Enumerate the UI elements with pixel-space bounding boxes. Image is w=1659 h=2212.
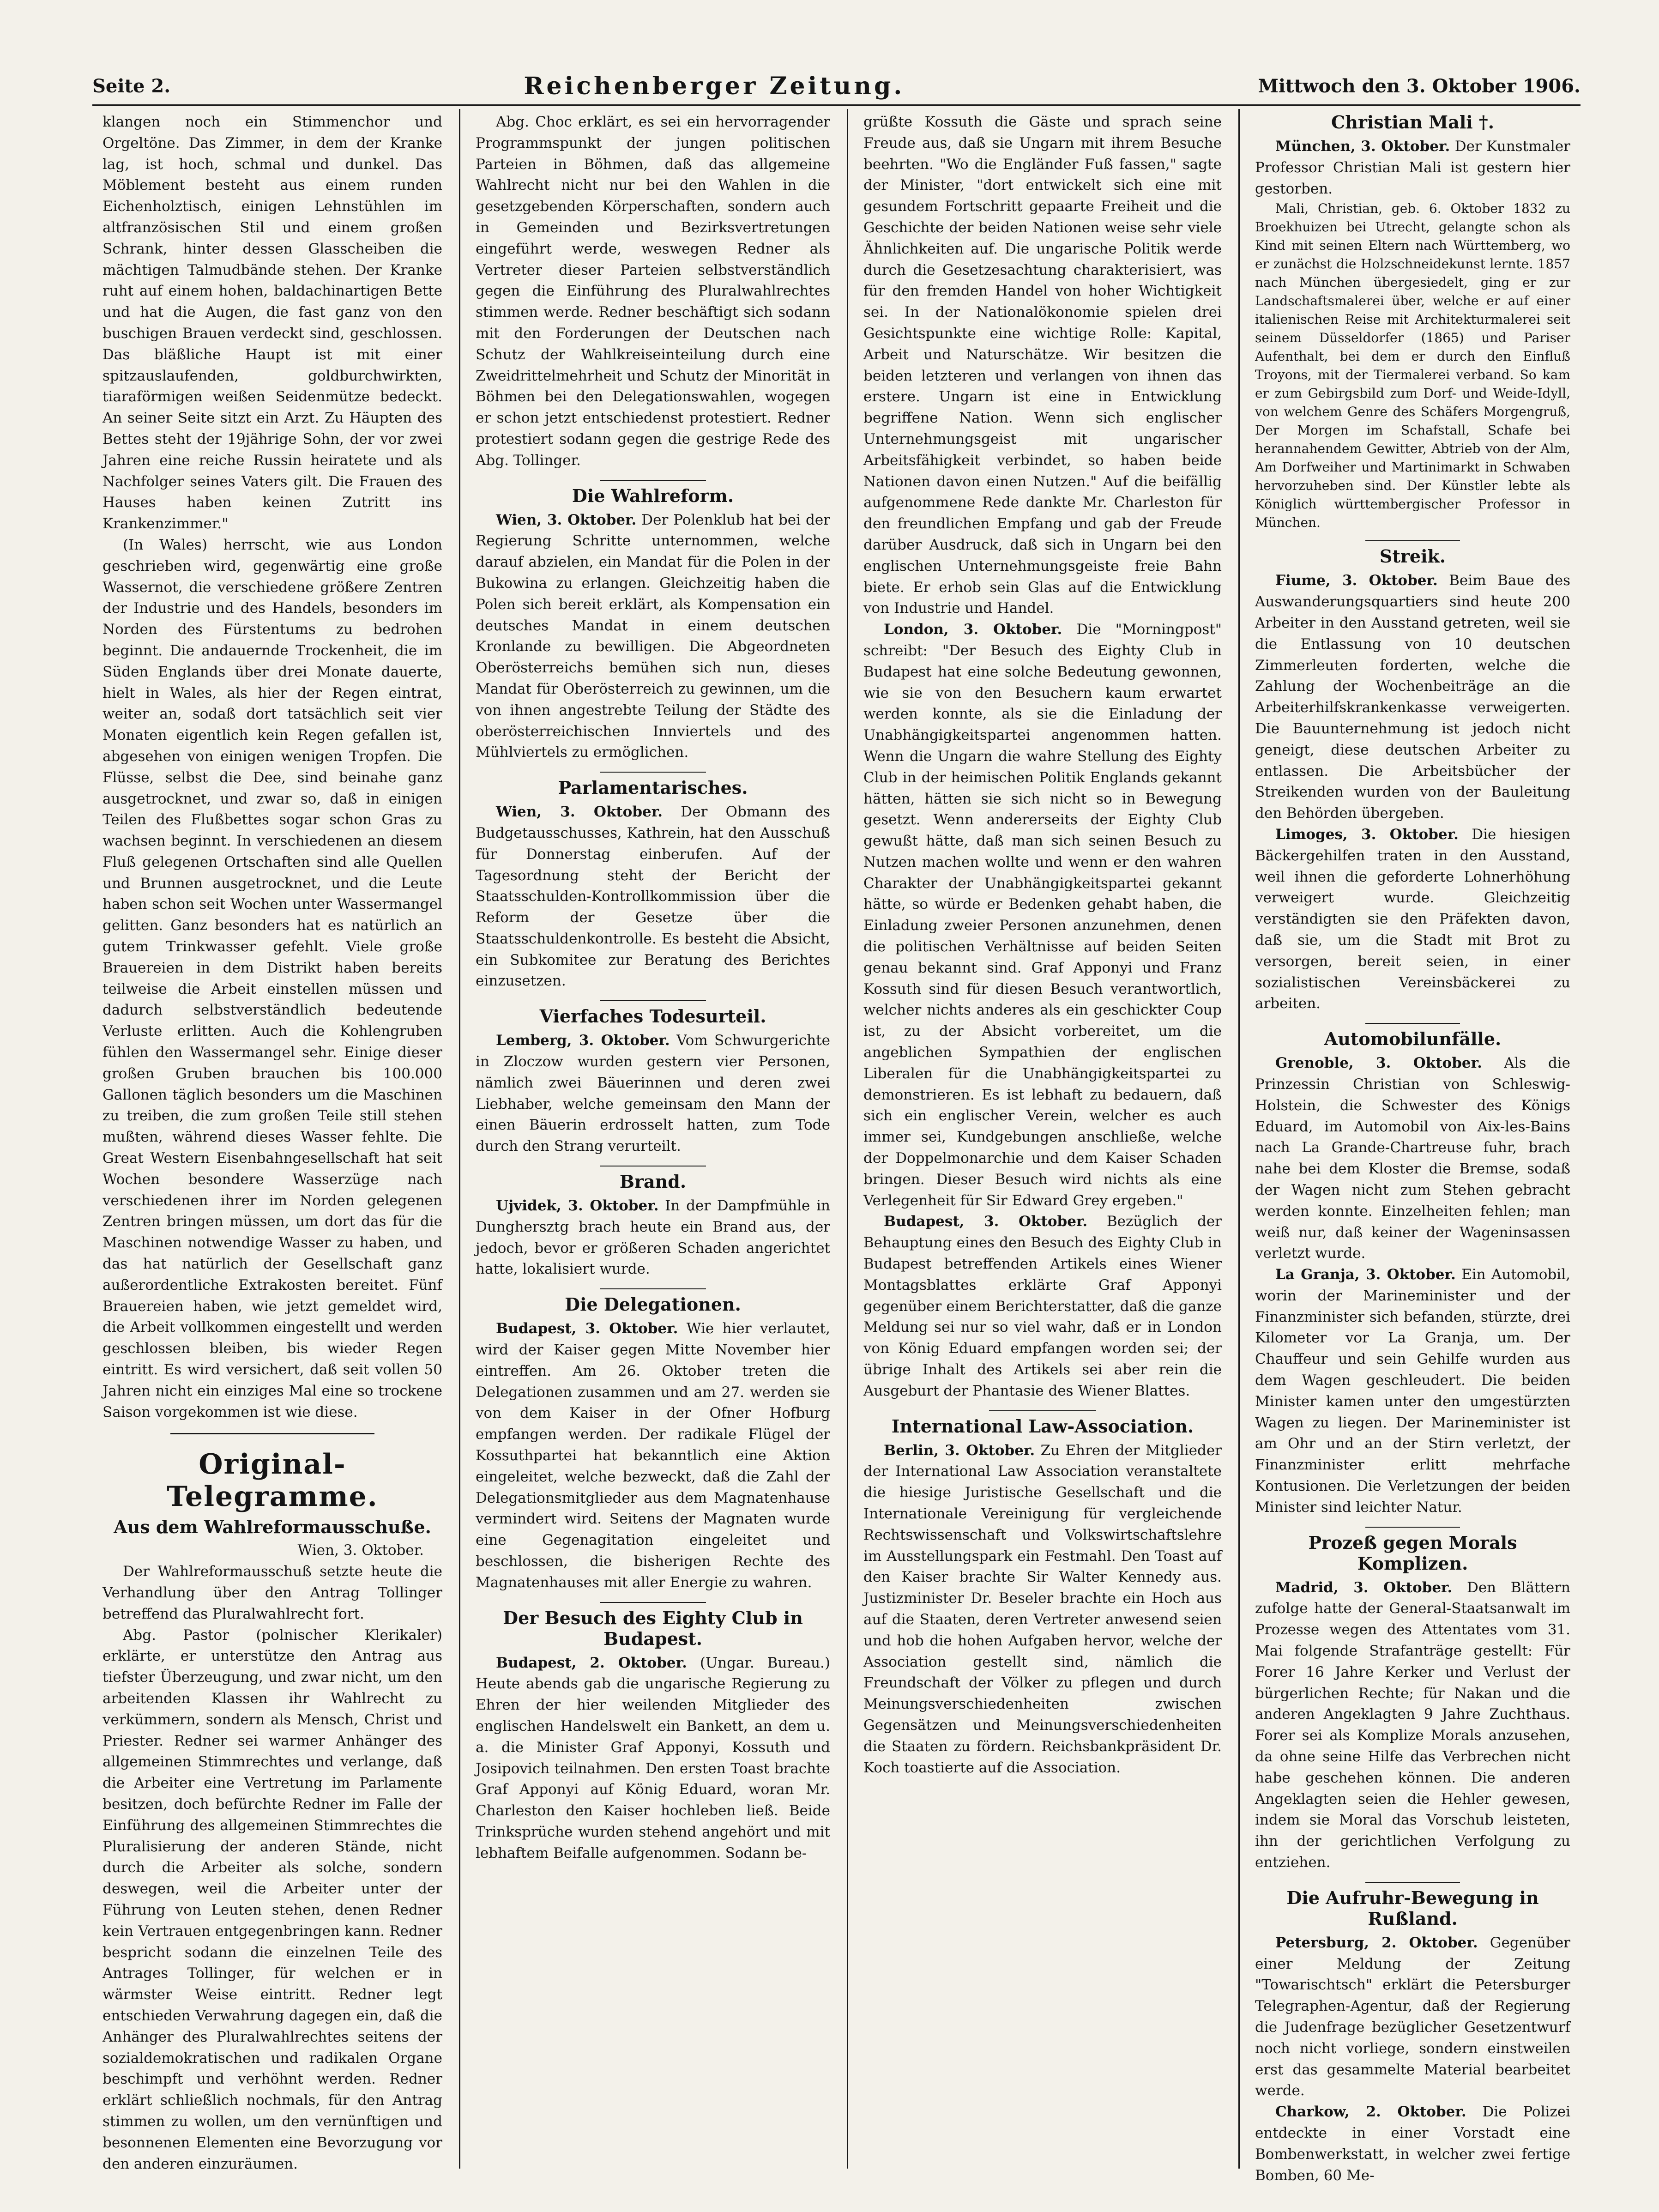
article-title: Streik.	[1379, 546, 1446, 567]
columns	[92, 109, 1581, 2184]
dateline: Budapest, 3. Oktober.	[496, 1320, 678, 1337]
feuilleton-continuation: klangen noch ein Stimmenchor und Orgeltöne. Das Zimmer, in dem der Kranke lag, ist hoch, schmal und dunkel. Das Möblement besteht aus einem runden Eichenholztisch, einigen Lehnstühlen im altfranzösischen Stil und einem großen Schrank, hinter dessen Glasscheiben die mächtigen Talmudbände stehen. Der Kranke ruht auf einem hohen, baldachinartigen Bette und hat die Augen, die fast ganz von den buschigen Brauen verdeckt sind, geschlossen. Das bläßliche Haupt ist mit einer spitzauslaufenden, goldburchwirkten, tiaraförmigen weißen Seidenmütze bedeckt. An seiner Seite sitzt ein Arzt. Zu Häupten des Bettes steht der 19jährige Sohn, der vor zwei Jahren eine reiche Russin heiratete und als Nachfolger seines Vaters gilt. Die Frauen des Hauses haben keinen Zutritt ins Krankenzimmer."	[103, 114, 442, 532]
article-title: Die Wahlreform.	[572, 485, 734, 506]
article-text: Der Obmann des Budgetausschusses, Kathrein, hat den Ausschuß für Donnerstag einberufen. Auf der Tagesordnung steht der Bericht der Staatsschulden-Kontrollkommission über die Reform der Gesetze über die Staatsschuldenkontrolle. Es besteht die Absicht, ein Subkomitee zur Beratung des Berichtes einzusetzen.	[476, 804, 830, 990]
article-automobil	[1255, 1023, 1570, 1518]
article-text: Die hiesigen Bäckergehilfen traten in den Ausstand, weil ihnen die geforderte Lohnerhöhung verweigert wurde. Gleichzeitig verständigten sie den Präfekten davon, daß sie, um die Stadt mit Brot zu versorgen, bereit seien, in einer sozialistischen Vereinsbäckerei zu arbeiten.	[1255, 826, 1570, 1012]
article-text: Die Polizei entdeckte in einer Vorstadt eine Bombenwerkstatt, in welcher zwei fertige Bomben, 60 Me-	[1255, 2103, 1571, 2184]
article-parlamentarisches	[476, 772, 830, 992]
article-title: Automobilunfälle.	[1324, 1028, 1502, 1050]
article-title: Die Aufruhr-Bewegung in Rußland.	[1286, 1887, 1539, 1929]
dateline: Budapest, 3. Oktober.	[884, 1213, 1088, 1230]
article-title: Vierfaches Todesurteil.	[539, 1006, 766, 1027]
section-separator	[1365, 540, 1460, 541]
dateline: Wien, 3. Oktober.	[496, 804, 663, 821]
dateline: Wien, 3. Oktober.	[297, 1542, 424, 1559]
section-separator	[600, 1000, 706, 1001]
page-number: Seite 2.	[92, 75, 171, 97]
article-title: Der Besuch des Eighty Club in Budapest.	[503, 1607, 803, 1649]
dateline: Fiume, 3. Oktober.	[1275, 572, 1438, 589]
article-text: Gegenüber einer Meldung der Zeitung "Towarischtsch" erklärt die Petersburger Telegraphen-Agentur, daß der Regierung die Judenfrage bezüglicher Gesetzentwurf noch nicht vorliege, sondern einstweilen erst das gesammelte Material bearbeitet werde.	[1255, 1934, 1570, 2099]
dateline: La Granja, 3. Oktober.	[1275, 1266, 1456, 1283]
article-russland	[1255, 1882, 1570, 2187]
telegrams-heading: Original-Telegramme.	[167, 1448, 378, 1513]
dateline: München, 3. Oktober.	[1275, 138, 1450, 155]
dateline: Budapest, 2. Oktober.	[496, 1654, 687, 1671]
column-4	[1245, 109, 1581, 2184]
section-separator	[1365, 1023, 1460, 1024]
article-todesurteil	[476, 1000, 830, 1157]
article-title: Die Delegationen.	[565, 1294, 741, 1315]
section-separator	[600, 1288, 706, 1289]
column-divider	[459, 109, 460, 2169]
wahlreform-committee-heading: Aus dem Wahlreformausschuße.	[114, 1517, 431, 1538]
article-text: Als die Prinzessin Christian von Schleswig-Holstein, die Schwester des Königs Eduard, im Automobil von Aix-les-Bains nach La Grande-Chartreuse fuhr, brach nahe bei dem Kloster die Bremse, sodaß der Wagen nicht zum Stehen gebracht werden konnte. Einzelheiten fehlen; man weiß nur, daß keiner der Wageninsassen verletzt wurde.	[1255, 1055, 1570, 1262]
dateline: Grenoble, 3. Oktober.	[1275, 1055, 1482, 1072]
newspaper-title: Reichenberger Zeitung.	[524, 72, 905, 100]
article-morals	[1255, 1527, 1570, 1874]
article-streik	[1255, 540, 1570, 1015]
article-text: Wie hier verlautet, wird der Kaiser gegen Mitte November hier eintreffen. Am 26. Oktober treten die Delegationen zusammen und am 27. werden sie von dem Kaiser in der Ofner Hofburg empfangen werden. Der radikale Flügel der Kossuthpartei hat bekanntlich eine Aktion eingeleitet, welche bezweckt, daß die Zahl der Delegationsmitglieder aus dem Magnatenhause vermindert wird. Seitens der Magnaten wurde eine Gegenagitation eingeleitet und beschlossen, die bisherigen Rechte des Magnatenhauses mit aller Energie zu wahren.	[476, 1320, 830, 1591]
article-title: International Law-Association.	[891, 1415, 1194, 1437]
column-1	[92, 109, 452, 2172]
article-title: Brand.	[619, 1171, 687, 1192]
dateline: Wien, 3. Oktober.	[496, 511, 637, 528]
section-separator	[600, 772, 706, 773]
column-3	[853, 109, 1232, 2169]
dateline: Berlin, 3. Oktober.	[884, 1442, 1035, 1459]
article-text: Vom Schwurgerichte in Zloczow wurden gestern vier Personen, nämlich zwei Bäuerinnen und deren zwei Liebhaber, welche gemeinsam den Mann der einen Bäuerin erdrosselt hatten, zum Tode durch den Strang verurteilt.	[476, 1032, 830, 1155]
pastor-speech: Abg. Pastor (polnischer Klerikaler) erklärte, er unterstütze den Antrag aus tiefster Überzeugung, und zwar nicht, um den arbeitenden Klassen ihr Wahlrecht zu verkümmern, sondern als Mensch, Christ und Priester. Redner sei warmer Anhänger des allgemeinen Stimmrechtes und verlange, daß die Arbeiter eine Vertretung im Parlamente besitzen, doch befürchte Redner im Falle der Einführung des allgemeinen Stimmrechtes die Pluralisierung der anderen Stände, nicht durch die Arbeiter als solche, sondern deswegen, weil die Arbeiter unter der Führung von Leuten stehen, denen Redner kein Vertrauen entgegenbringen kann. Redner bespricht sodann die einzelnen Teile des Antrages Tollinger, für welchen er in wärmster Weise eintritt. Redner legt entschieden Verwahrung dagegen ein, daß die Anhänger des Pluralwahlrechtes seitens der sozialdemokratischen und radikalen Organe beschimpft und verhöhnt werden. Redner erklärt schließlich nochmals, für den Antrag stimmen zu wollen, um den vernünftigen und besonnenen Elementen eine Bevorzugung vor den anderen einzuräumen.	[103, 1626, 442, 2172]
article-delegationen	[476, 1288, 830, 1593]
choc-speech: Abg. Choc erklärt, es sei ein hervorragender Programmspunkt der jungen politischen Parteien in Böhmen, daß das allgemeine Wahlrecht nicht nur bei den Wahlen in die gesetzgebenden Körperschaften, sondern auch in Gemeinden und Bezirksvertretungen eingeführt werde, weswegen Redner als Vertreter dieser Parteien selbstverständlich gegen die Einführung des Pluralwahlrechtes stimmen werde. Redner beschäftigt sich sodann mit den Forderungen der Deutschen nach Schutz der Wahlkreiseinteilung durch eine Zweidrittelmehrheit und Schutz der Minorität in Böhmen bei den Delegationswahlen, wogegen er schon jetzt entschiedenst protestiert. Redner protestiert sodann gegen die gestrige Rede des Abg. Tollinger.	[476, 114, 830, 469]
article-mali	[1255, 112, 1570, 532]
section-separator	[1365, 1882, 1460, 1883]
dateline: Limoges, 3. Oktober.	[1275, 826, 1459, 843]
article-title: Prozeß gegen Morals Komplizen.	[1308, 1532, 1517, 1574]
section-separator	[600, 480, 706, 481]
column-divider	[1238, 109, 1240, 2169]
dateline: Petersburg, 2. Oktober.	[1275, 1934, 1478, 1951]
article-text: Den Blättern zufolge hatte der General-Staatsanwalt im Prozesse wegen des Attentates vom 31. Mai folgende Strafanträge gestellt: Für Forer 16 Jahre Kerker und Verlust der bürgerlichen Rechte; für Nakan und die anderen Angeklagten 9 Jahre Zuchthaus. Forer sei als Komplize Morals anzusehen, da ohne seine Hilfe das Verbrechen nicht habe geschehen können. Die anderen Angeklagten seien die Hehler gewesen, indem sie Moral das Vorschub leisteten, ihn der gerichtlichen Verfolgung zu entziehen.	[1255, 1579, 1570, 1871]
article-brand	[476, 1166, 830, 1280]
page-header	[92, 69, 1581, 103]
committee-paragraph: Der Wahlreformausschuß setzte heute die Verhandlung über den Antrag Tollinger betreffend das Pluralwahlrecht fort.	[103, 1563, 442, 1622]
section-separator	[989, 1410, 1097, 1411]
article-wahlreform	[476, 480, 830, 764]
mali-biography: Mali, Christian, geb. 6. Oktober 1832 zu Broekhuizen bei Utrecht, gelangte schon als Kind mit seinen Eltern nach Württemberg, wo er zunächst die Holzschneidekunst lernte. 1857 nach München übergesiedelt, ging er zur Landschaftsmalerei über, welche er auf einer italienischen Reise mit Architekturmalerei seit seinem Düsseldorfer (1865) und Pariser Aufenthalt, bei dem er durch den Einfluß Troyons, mit der Tiermalerei verband. So kam er zum Gebirgsbild zum Dorf- und Weide-Idyll, von welchem Genre des Schäfers Morgengruß, Der Morgen im Schafstall, Schafe bei herannahendem Gewitter, Abtrieb von der Alm, Am Dorfweiher und Martinimarkt in Schwaben hervorzuheben sind. Der Künstler lebte als Königlich württembergischer Professor in München.	[1255, 201, 1570, 531]
section-separator	[600, 1602, 706, 1603]
article-law-association	[863, 1410, 1222, 1779]
article-text: Beim Baue des Auswanderungsquartiers sind heute 200 Arbeiter in den Ausstand getreten, weil sie die Entlassung von 10 deutschen Zimmerleuten forderten, welche die Zahlung der Wochenbeiträge an die Arbeiterhilfskrankenkasse verweigerten. Die Bauunternehmung ist jedoch nicht geneigt, diese deutschen Arbeiter zu entlassen. Die Arbeitsbücher der Streikenden wurden von der Bauleitung den Behörden übergeben.	[1255, 572, 1570, 822]
dateline: London, 3. Oktober.	[884, 621, 1062, 638]
section-separator	[170, 1433, 374, 1434]
article-text: Zu Ehren der Mitglieder der International Law Association veranstaltete die hiesige Juristische Gesellschaft und die Internationale Vereinigung für vergleichende Rechtswissenschaft und Volkswirtschaftslehre im Ausstellungspark ein Festmahl. Den Toast auf den Kaiser brachte Sir Walter Kennedy aus. Justizminister Dr. Beseler brachte ein Hoch aus auf die Staaten, deren Vertreter anwesend seien und hob die hohen Aufgaben hervor, welche der Association gestellt sind, nämlich die Freundschaft der Völker zu pflegen und durch Meinungsverschiedenheiten zwischen Gegensätzen und Meinungsverschiedenheiten die Staaten zu fördern. Reichsbankpräsident Dr. Koch toastierte auf die Association.	[863, 1442, 1222, 1776]
dateline: Madrid, 3. Oktober.	[1275, 1579, 1453, 1596]
wales-article: (In Wales) herrscht, wie aus London geschrieben wird, gegenwärtig eine große Wassernot, die verschiedene größere Zentren der Industrie und des Handels, besonders im Norden des Fürstentums zu bedrohen beginnt. Die andauernde Trockenheit, die im Süden Englands über drei Monate dauerte, hielt in Wales, als hier der Regen eintrat, weiter an, sodaß dort tatsächlich seit vier Monaten eigentlich kein Regen gefallen ist, abgesehen von einigen wenigen Tropfen. Die Flüsse, selbst die Dee, sind beinahe ganz ausgetrocknet, und zwar so, daß in einigen Teilen des Flußbettes sogar schon Gras zu wachsen beginnt. In verschiedenen an diesem Fluß gelegenen Ortschaften sind alle Quellen und Brunnen ausgetrocknet, und die Leute haben schon seit Wochen unter Wassermangel gelitten. Ganz besonders hat es natürlich an gutem Trinkwasser gefehlt. Viele große Brauereien in dem Distrikt haben bereits teilweise die Arbeit einstellen müssen und dadurch selbstverständlich bedeutende Verluste erlitten. Auch die Kohlengruben fühlen den Wassermangel sehr. Einige dieser großen Gruben brauchen bis 100.000 Gallonen täglich besonders um die Maschinen zu treiben, die zum großen Teile still stehen mußten, während dieses Wasser fehlte. Die Great Western Eisenbahngesellschaft hat seit Wochen besondere Wasserzüge nach verschiedenen ihrer im Norden gelegenen Zentren bringen müssen, um dort das für die Maschinen notwendige Wasser zu haben, und das hat natürlich der Gesellschaft ganz außerordentliche Extrakosten bereitet. Fünf Brauereien haben, wie jetzt gemeldet wird, die Arbeit vollkommen eingestellt und werden geschlossen bleiben, bis wieder Regen eintritt. Es wird versichert, daß seit vollen 50 Jahren nicht ein einziges Mal eine so trockene Saison vorgekommen ist wie diese.	[103, 536, 442, 1420]
section-separator	[1365, 1527, 1460, 1528]
article-text: Der Polenklub hat bei der Regierung Schritte unternommen, welche darauf abzielen, ein Mandat für die Polen in der Bukowina zu erlangen. Gleichzeitig haben die Polen sich bereit erklärt, als Kompensation ein deutsches Mandat in einem deutschen Kronlande zu bewilligen. Die Abgeordneten Oberösterreichs bemühen sich nun, dieses Mandat für Oberösterreich zu gewinnen, um die von ihnen angestrebte Teilung der Städte des oberösterreichischen Innviertels und des Mühlviertels zu ermöglichen.	[476, 511, 830, 761]
dateline: Ujvidek, 3. Oktober.	[496, 1197, 659, 1215]
article-text: In der Dampfmühle in Dunghersztg brach heute ein Brand aus, der jedoch, bevor er größeren Schaden angerichtet hatte, lokalisiert wurde.	[476, 1197, 830, 1278]
article-title: Christian Mali †.	[1331, 112, 1495, 133]
apponyi-text: Bezüglich der Behauptung eines den Besuch des Eighty Club in Budapest betreffenden Artikels eines Wiener Montagsblattes erklärte Graf Apponyi gegenüber einem Berichterstatter, daß die ganze Meldung sei nur so viel wahr, daß er in London von König Eduard empfangen worden sei; der übrige Inhalt des Artikels sei aber rein die Ausgeburt der Phantasie des Wiener Blattes.	[863, 1213, 1222, 1399]
header-rule	[92, 104, 1581, 106]
kossuth-speech: grüßte Kossuth die Gäste und sprach seine Freude aus, daß sie Ungarn mit ihrem Besuche beehrten. "Wo die Engländer Fuß fassen," sagte der Minister, "dort entwickelt sich eine mit gesundem Fortschritt gepaarte Freiheit und die Geschichte der beiden Nationen weise sehr viele Ähnlichkeiten auf. Die ungarische Politik werde durch die Gesetzesachtung charakterisiert, was für den fremden Handel von hoher Wichtigkeit sei. In der Nationalökonomie spielen drei Gesichtspunkte eine wichtige Rolle: Kapital, Arbeit und Naturschätze. Wir besitzen die beiden letzteren und verlangen von ihnen das erstere. Ungarn ist eine in Entwicklung begriffene Nation. Wenn sich englischer Unternehmungsgeist mit ungarischer Arbeitsfähigkeit verbindet, so haben beide Nationen davon einen Nutzen." Auf die beifällig aufgenommene Rede dankte Mr. Charleston für den freundlichen Empfang und gab der Freude darüber Ausdruck, daß sich in Ungarn bei den englischen Unternehmungsgeiste freie Bahn biete. Er erhob sein Glas auf die Entwicklung von Industrie und Handel.	[863, 114, 1222, 617]
dateline: Charkow, 2. Oktober.	[1275, 2103, 1466, 2121]
article-eighty-club	[476, 1602, 830, 1864]
article-title: Parlamentarisches.	[558, 777, 748, 798]
morningpost-text: Die "Morningpost" schreibt: "Der Besuch des Eighty Club in Budapest hat eine solche Bedeutung gewonnen, wie sie von den Besuchern kaum erwartet werden konnte, als sie die Einladung der Unabhängigkeitspartei angenommen hatten. Wenn die Ungarn die wahre Stellung des Eighty Club in der heimischen Politik Englands gekannt hätten, hätten sie sich nicht so in Bewegung gesetzt. Wenn andererseits der Eighty Club gewußt hätte, daß man sich seinen Besuch zu Nutzen machen wollte und wenn er den wahren Charakter der Unabhängigkeitspartei gekannt hätte, so würde er Bedenken gehabt haben, die Einladung zweier Personen anzunehmen, denen die politischen Verhältnisse auf beiden Seiten genau bekannt sind. Graf Apponyi und Franz Kossuth sind für diesen Besuch verantwortlich, welcher nichts anderes als ein geschickter Coup ist, zu der Absicht vorbereitet, um die angeblichen Sympathien der englischen Liberalen für die Unabhängigkeitspartei zu demonstrieren. Es ist lebhaft zu bedauern, daß sich ein englischer Verein, welcher es auch immer sei, Kundgebungen anschließe, welche der Doppelmonarchie und dem Kaiser Schaden bringen. Dieser Besuch wird nichts als eine Verlegenheit für Sir Edward Grey ergeben."	[863, 621, 1222, 1209]
article-text: Der Kunstmaler Professor Christian Mali ist gestern hier gestorben.	[1255, 138, 1570, 197]
column-2	[465, 109, 840, 2169]
issue-date: Mittwoch den 3. Oktober 1906.	[1258, 75, 1581, 97]
article-text: Ein Automobil, worin der Marineminister und der Finanzminister sich befanden, stürzte, drei Kilometer vor La Granja, um. Der Chauffeur und sein Gehilfe wurden aus dem Wagen geschleudert. Die beiden Minister kamen unter den umgestürzten Wagen zu liegen. Der Marineminister ist am Ohr und an der Stirn verletzt, der Finanzminister erlitt mehrfache Kontusionen. Die Verletzungen der beiden Minister sind leichter Natur.	[1255, 1266, 1570, 1516]
column-divider	[847, 109, 848, 2169]
article-text: (Ungar. Bureau.) Heute abends gab die ungarische Regierung zu Ehren der hier weilenden Mitglieder des englischen Handelswelt ein Bankett, an dem u. a. die Minister Graf Apponyi, Kossuth und Josipovich teilnahmen. Den ersten Toast brachte Graf Apponyi auf König Eduard, woran Mr. Charleston den Kaiser hochleben ließ. Beide Trinksprüche wurden stehend angehört und mit lebhaftem Beifalle aufgenommen. Sodann be-	[476, 1654, 830, 1861]
dateline: Lemberg, 3. Oktober.	[496, 1032, 670, 1049]
